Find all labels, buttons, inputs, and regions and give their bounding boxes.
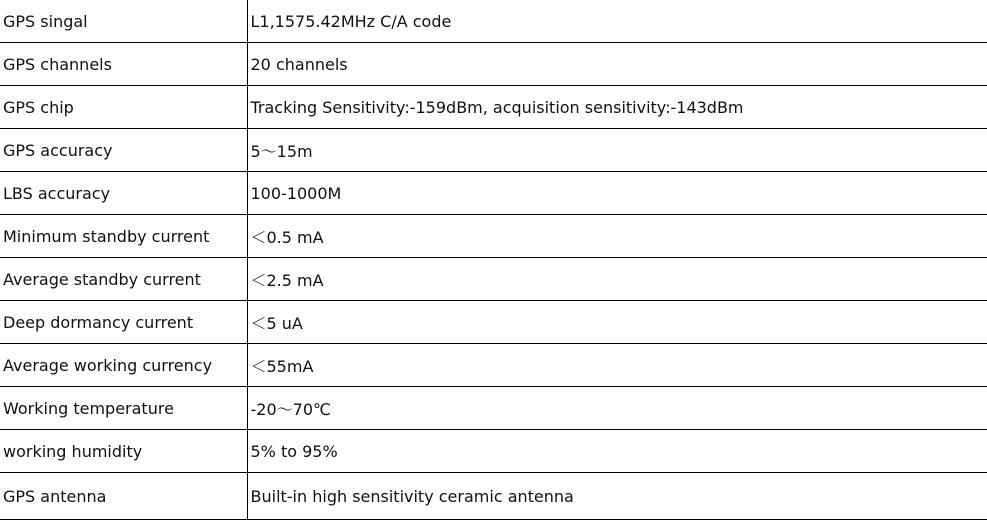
spec-label: Average standby current: [0, 258, 247, 301]
spec-label: GPS accuracy: [0, 129, 247, 172]
spec-value: 100-1000M: [247, 172, 987, 215]
spec-value: ＜5 uA: [247, 301, 987, 344]
spec-label: working humidity: [0, 430, 247, 473]
spec-value: L1,1575.42MHz C/A code: [247, 0, 987, 43]
table-row: [0, 387, 987, 430]
table-row: [0, 0, 987, 43]
spec-value: 5% to 95%: [247, 430, 987, 473]
spec-value: -20～70℃: [247, 387, 987, 430]
table-row: [0, 473, 987, 520]
table-row: [0, 301, 987, 344]
table-row: [0, 43, 987, 86]
spec-label: Minimum standby current: [0, 215, 247, 258]
table-row: [0, 344, 987, 387]
spec-label: Average working currency: [0, 344, 247, 387]
table-row: [0, 215, 987, 258]
spec-label: Deep dormancy current: [0, 301, 247, 344]
spec-value: Tracking Sensitivity:-159dBm, acquisition sensitivity:-143dBm: [247, 86, 987, 129]
table-row: [0, 258, 987, 301]
table-row: [0, 430, 987, 473]
spec-label: LBS accuracy: [0, 172, 247, 215]
spec-label: Working temperature: [0, 387, 247, 430]
spec-value: ＜2.5 mA: [247, 258, 987, 301]
spec-value: ＜55mA: [247, 344, 987, 387]
spec-value: ＜0.5 mA: [247, 215, 987, 258]
table-row: [0, 86, 987, 129]
table-row: [0, 172, 987, 215]
spec-value: 5～15m: [247, 129, 987, 172]
spec-label: GPS singal: [0, 0, 247, 43]
table-row: [0, 129, 987, 172]
spec-label: GPS channels: [0, 43, 247, 86]
spec-label: GPS antenna: [0, 473, 247, 520]
spec-label: GPS chip: [0, 86, 247, 129]
spec-value: 20 channels: [247, 43, 987, 86]
spec-value: Built-in high sensitivity ceramic antenna: [247, 473, 987, 520]
